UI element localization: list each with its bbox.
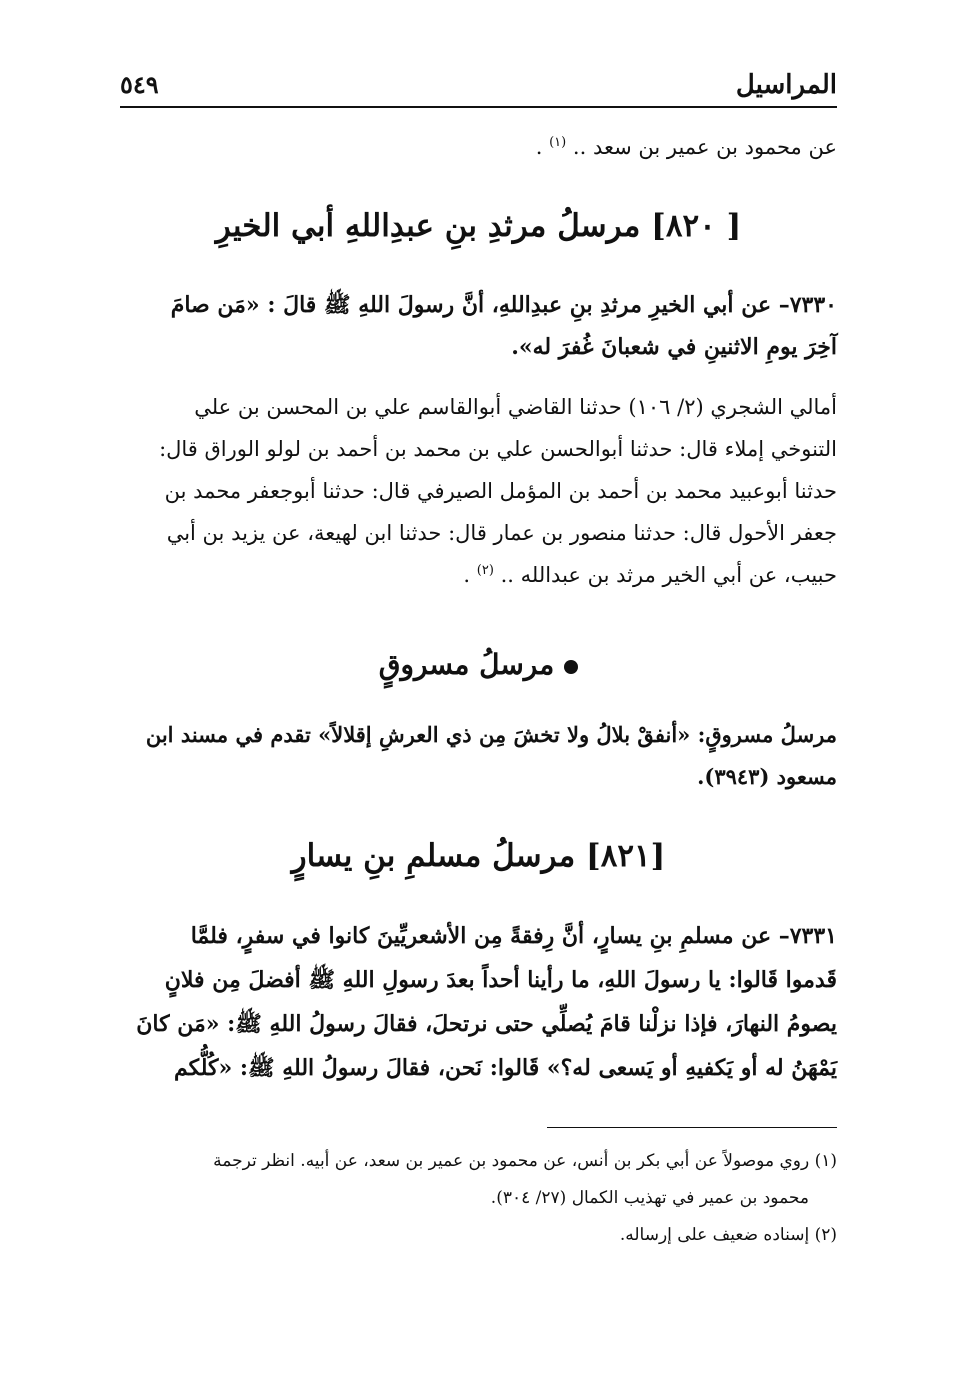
hadith-7331-line-3: يصومُ النهارَ، فإذا نزلْنا قامَ يُصلِّي حتى نرتحلَ، فقالَ رسولُ اللهِ ﷺ: «مَن كانَ bbox=[136, 1011, 837, 1037]
footnote-divider bbox=[547, 1127, 837, 1128]
carryover-text: عن محمود بن عمير بن سعد .. bbox=[572, 135, 837, 159]
section-heading-masruq-text: مرسلُ مسروقٍ bbox=[378, 648, 555, 681]
page-header bbox=[120, 60, 837, 104]
running-title: المراسيل bbox=[735, 70, 837, 100]
hadith-7331-line-2: قَدموا قَالوا: يا رسولَ اللهِ، ما رأينا أحداً بعدَ رسولِ اللهِ ﷺ أفضلَ مِن فلانٍ bbox=[164, 967, 837, 993]
hadith-7330-line-1: ٧٣٣٠– عن أبي الخيرِ مرثدِ بنِ عبدِاللهِ، أنَّ رسولَ اللهِ ﷺ قالَ : «مَن صامَ bbox=[170, 292, 837, 318]
bullet-icon bbox=[564, 660, 578, 674]
footnote-ref-1: (١) bbox=[549, 135, 567, 150]
footnote-2: (٢) إسناده ضعيف على إرساله. bbox=[619, 1225, 837, 1245]
carryover-end: . bbox=[535, 135, 543, 159]
footnote-1-line-1: (١) روي موصولاً عن أبي بكر بن أنس، عن محمود بن عمير بن سعد، عن أبيه. انظر ترجمة bbox=[213, 1151, 837, 1171]
source-line-5-text: حبيب، عن أبي الخير مرثد بن عبدالله .. bbox=[500, 563, 837, 587]
source-paragraph-820 bbox=[122, 386, 837, 596]
masruq-line-2: مسعود (٣٩٤٣). bbox=[697, 764, 837, 789]
source-line-1: أمالي الشجري (٢/ ١٠٦) حدثنا القاضي أبوالقاسم علي بن المحسن بن علي bbox=[194, 395, 837, 419]
source-line-5-end: . bbox=[463, 563, 471, 587]
masruq-paragraph bbox=[122, 714, 837, 798]
hadith-7331-line-4: يَمْهَنُ له أو يَكفيهِ أو يَسعى له؟» قَالوا: نَحن، فقالَ رسولُ اللهِ ﷺ: «كُلُّكم bbox=[173, 1055, 837, 1081]
section-heading-820: [ ٨٢٠] مرسلُ مرثدِ بنِ عبدِاللهِ أبي الخيرِ bbox=[215, 208, 742, 244]
hadith-7330-line-2: آخِرَ يومِ الاثنينِ في شعبانَ غُفرَ له». bbox=[511, 334, 837, 360]
header-divider bbox=[120, 106, 837, 108]
hadith-7330 bbox=[122, 284, 837, 368]
page-number: ٥٤٩ bbox=[120, 70, 159, 99]
hadith-7331-line-1: ٧٣٣١– عن مسلمِ بنِ يسارٍ، أنَّ رِفقةً مِن الأشعريِّينَ كانوا في سفرٍ، فلمَّا bbox=[190, 923, 837, 949]
footnotes bbox=[122, 1143, 837, 1254]
section-heading-masruq bbox=[120, 648, 837, 681]
source-line-3: حدثنا أبوعبيد محمد بن أحمد بن المؤمل الصيرفي قال: حدثنا أبوجعفر محمد بن bbox=[164, 479, 837, 503]
carryover-paragraph bbox=[122, 126, 837, 168]
footnote-1-line-2: محمود بن عمير في تهذيب الكمال (٢٧/ ٣٠٤). bbox=[490, 1188, 809, 1208]
hadith-7331 bbox=[122, 914, 837, 1090]
source-line-2: التنوخي إملاء قال: حدثنا أبوالحسن علي بن محمد بن أحمد بن لولو الوراق قال: bbox=[159, 437, 837, 461]
section-heading-821: [٨٢١] مرسلُ مسلمِ بنِ يسارٍ bbox=[291, 838, 666, 874]
source-line-4: جعفر الأحول قال: حدثنا منصور بن عمار قال: حدثنا ابن لهيعة، عن يزيد بن أبي bbox=[166, 521, 837, 545]
masruq-line-1: مرسلُ مسروقٍ: «أنفقْ بلالُ ولا تخشَ مِن ذي العرشِ إقلالاً» تقدم في مسند ابن bbox=[145, 722, 837, 747]
footnote-ref-2: (٢) bbox=[476, 563, 494, 578]
source-line-5 bbox=[122, 554, 837, 596]
